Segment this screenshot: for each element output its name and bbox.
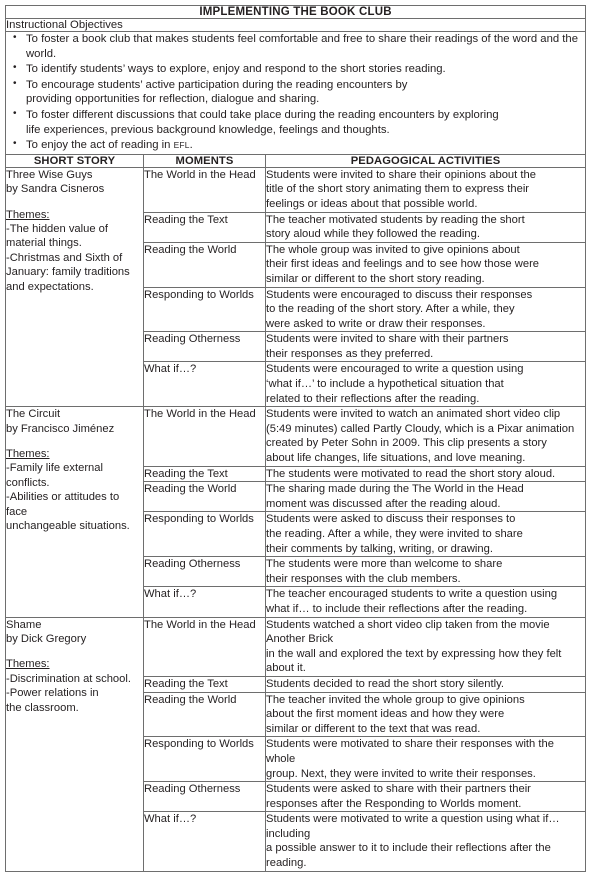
moment-cell: What if…? bbox=[144, 812, 266, 871]
activity-line: the reading. After a while, they were invited to share bbox=[266, 528, 523, 540]
objective-line: To foster different discussions that could take place during the reading encounters by exploring bbox=[26, 108, 499, 121]
theme-line: -Power relations in bbox=[6, 687, 99, 700]
objectives-label: Instructional Objectives bbox=[6, 19, 586, 32]
story-cell bbox=[6, 167, 144, 407]
moment-cell: What if…? bbox=[144, 362, 266, 407]
activity-line: Students were motivated to share their responses with the whole bbox=[266, 738, 554, 765]
moment-cell: Reading the World bbox=[144, 692, 266, 737]
moment-cell: The World in the Head bbox=[144, 407, 266, 466]
moment-cell: The World in the Head bbox=[144, 617, 266, 676]
moment-cell: Reading the Text bbox=[144, 466, 266, 482]
themes-label: Themes: bbox=[6, 208, 50, 221]
column-header-short-story: SHORT STORY bbox=[6, 154, 144, 167]
moment-cell: Reading the World bbox=[144, 242, 266, 287]
activity-line: in the wall and explored the text by expressing how they felt about it. bbox=[266, 647, 562, 675]
spacer bbox=[6, 436, 143, 447]
objective-item bbox=[26, 62, 585, 77]
moment-cell: Responding to Worlds bbox=[144, 512, 266, 557]
table-row bbox=[6, 167, 586, 212]
column-header-row bbox=[6, 154, 586, 167]
theme-line: and expectations. bbox=[6, 280, 94, 293]
story-title: The Circuit bbox=[6, 408, 61, 421]
activity-line: The teacher invited the whole group to give opinions bbox=[266, 693, 525, 706]
theme-line: -Discrimination at school. bbox=[6, 672, 131, 685]
activity-cell bbox=[266, 557, 586, 587]
activity-line: The sharing made during the The World in the Head bbox=[266, 483, 524, 496]
activity-line: their comments by talking, writing, or drawing. bbox=[266, 542, 493, 555]
table-body bbox=[6, 6, 586, 872]
activity-line: (5:49 minutes) called Partly Cloudy, which is a Pixar animation bbox=[266, 422, 575, 435]
column-header-moments: MOMENTS bbox=[144, 154, 266, 167]
theme-line: -Family life external conflicts. bbox=[6, 462, 103, 489]
activity-line: what if… to include their reflections after the reading. bbox=[266, 602, 528, 615]
story-cell bbox=[6, 617, 144, 871]
objective-item bbox=[26, 78, 585, 107]
theme-line: unchangeable situations. bbox=[6, 520, 130, 533]
objective-item bbox=[26, 138, 585, 153]
objectives-label-row bbox=[6, 19, 586, 32]
activity-cell bbox=[266, 812, 586, 871]
moment-cell: Reading Otherness bbox=[144, 332, 266, 362]
activity-line: responses after the Responding to Worlds moment. bbox=[266, 797, 522, 810]
activity-cell bbox=[266, 362, 586, 407]
moment-cell: Responding to Worlds bbox=[144, 737, 266, 782]
story-author: by Francisco Jiménez bbox=[6, 422, 115, 435]
activity-line: feelings or ideas about that possible world. bbox=[266, 197, 478, 210]
activity-line: Students watched a short video clip taken from the movie Another Brick bbox=[266, 618, 550, 646]
book-club-table bbox=[5, 5, 586, 872]
moment-cell: The World in the Head bbox=[144, 167, 266, 212]
activity-line: related to their reflections after the reading. bbox=[266, 392, 480, 405]
column-header-pedagogical-activities: PEDAGOGICAL ACTIVITIES bbox=[266, 154, 586, 167]
theme-line: -Abilities or attitudes to face bbox=[6, 491, 120, 518]
activity-line: title of the short story animating them to express their bbox=[266, 183, 530, 196]
activity-line: similar or different to the short story reading. bbox=[266, 272, 485, 285]
objectives-row bbox=[6, 32, 586, 155]
objective-line: To identify students’ ways to explore, enjoy and respond to the short stories reading. bbox=[26, 63, 446, 76]
story-title: Shame bbox=[6, 618, 42, 631]
objective-smallcaps-term: EFL bbox=[173, 140, 190, 151]
activity-line: Students were motivated to write a question using what if… including bbox=[266, 813, 560, 840]
activity-line: to the reading of the short story. After a while, they bbox=[266, 303, 515, 316]
activity-line: Students decided to read the short story silently. bbox=[266, 677, 504, 690]
activity-cell bbox=[266, 782, 586, 812]
moment-cell: What if…? bbox=[144, 587, 266, 617]
activity-line: Students were invited to share with their partners bbox=[266, 333, 509, 346]
activity-cell bbox=[266, 512, 586, 557]
moment-cell: Responding to Worlds bbox=[144, 287, 266, 332]
activity-line: Students were asked to discuss their responses to bbox=[266, 513, 516, 526]
activity-line: The students were more than welcome to share bbox=[266, 558, 503, 571]
activity-line: Students were encouraged to discuss their responses bbox=[266, 288, 533, 301]
activity-line: their responses with the club members. bbox=[266, 572, 461, 585]
activity-cell bbox=[266, 737, 586, 782]
themes-label: Themes: bbox=[6, 448, 50, 461]
activity-line: similar or different to the text that was read. bbox=[266, 722, 481, 735]
story-title: Three Wise Guys bbox=[6, 168, 93, 181]
activity-cell bbox=[266, 212, 586, 242]
activity-line: their responses as they preferred. bbox=[266, 347, 434, 360]
objectives-cell bbox=[6, 32, 586, 155]
activity-line: were asked to write or draw their responses. bbox=[266, 317, 486, 330]
theme-line: the classroom. bbox=[6, 701, 79, 714]
objective-line: To enjoy the act of reading in bbox=[26, 139, 174, 152]
activity-line: a possible answer to it to include their reflections after the reading. bbox=[266, 842, 551, 870]
moment-cell: Reading Otherness bbox=[144, 557, 266, 587]
activity-line: The whole group was invited to give opinions about bbox=[266, 243, 520, 256]
story-cell bbox=[6, 407, 144, 617]
spacer bbox=[6, 197, 143, 208]
objective-line: To foster a book club that makes students feel comfortable and free to share their readings of the word and the world. bbox=[26, 33, 578, 60]
activity-line: Students were encouraged to write a question using bbox=[266, 363, 524, 376]
moment-cell: Reading the World bbox=[144, 482, 266, 512]
objective-item bbox=[26, 32, 585, 61]
activity-cell bbox=[266, 587, 586, 617]
activity-line: The teacher encouraged students to write a question using bbox=[266, 588, 558, 601]
activity-cell bbox=[266, 287, 586, 332]
activity-line: about the first moment ideas and how they were bbox=[266, 708, 505, 721]
activity-cell bbox=[266, 692, 586, 737]
activity-line: The teacher motivated students by reading the short bbox=[266, 213, 525, 226]
spacer bbox=[6, 646, 143, 657]
activity-cell bbox=[266, 466, 586, 482]
activity-line: ‘what if…’ to include a hypothetical situation that bbox=[266, 378, 504, 391]
activity-cell bbox=[266, 482, 586, 512]
theme-line: -The hidden value of bbox=[6, 222, 108, 235]
activity-line: story aloud while they followed the reading. bbox=[266, 228, 480, 241]
objective-line-tail: . bbox=[189, 139, 193, 152]
activity-line: The students were motivated to read the short story aloud. bbox=[266, 467, 556, 480]
story-author: by Dick Gregory bbox=[6, 632, 87, 645]
activity-line: moment was discussed after the reading aloud. bbox=[266, 497, 501, 510]
activity-line: created by Peter Sohn in 2009. This clip presents a story bbox=[266, 437, 547, 450]
moment-cell: Reading Otherness bbox=[144, 782, 266, 812]
objective-item bbox=[26, 108, 585, 137]
page-title: IMPLEMENTING THE BOOK CLUB bbox=[6, 6, 586, 19]
activity-line: Students were invited to watch an animated short video clip bbox=[266, 408, 561, 421]
table-row bbox=[6, 617, 586, 676]
objectives-list bbox=[6, 32, 585, 153]
objective-line: providing opportunities for reflection, dialogue and sharing. bbox=[26, 93, 320, 106]
activity-cell bbox=[266, 332, 586, 362]
title-row bbox=[6, 6, 586, 19]
activity-cell bbox=[266, 407, 586, 466]
theme-line: -Christmas and Sixth of bbox=[6, 251, 123, 264]
activity-line: Students were asked to share with their partners their bbox=[266, 783, 531, 796]
activity-cell bbox=[266, 676, 586, 692]
activity-line: Students were invited to share their opinions about the bbox=[266, 168, 536, 181]
activity-cell bbox=[266, 167, 586, 212]
activity-line: about life changes, life situations, and love meaning. bbox=[266, 452, 526, 465]
moment-cell: Reading the Text bbox=[144, 676, 266, 692]
theme-line: material things. bbox=[6, 237, 82, 250]
moment-cell: Reading the Text bbox=[144, 212, 266, 242]
themes-label: Themes: bbox=[6, 658, 50, 671]
activity-cell bbox=[266, 617, 586, 676]
story-author: by Sandra Cisneros bbox=[6, 183, 105, 196]
objective-line: To encourage students’ active participation during the reading encounters by bbox=[26, 78, 408, 91]
activity-line: group. Next, they were invited to write their responses. bbox=[266, 767, 536, 780]
activity-cell bbox=[266, 242, 586, 287]
objective-line: life experiences, previous background knowledge, feelings and thoughts. bbox=[26, 123, 390, 136]
activity-line: their first ideas and feelings and to see how those were bbox=[266, 258, 540, 271]
theme-line: January: family traditions bbox=[6, 266, 130, 279]
table-row bbox=[6, 407, 586, 466]
